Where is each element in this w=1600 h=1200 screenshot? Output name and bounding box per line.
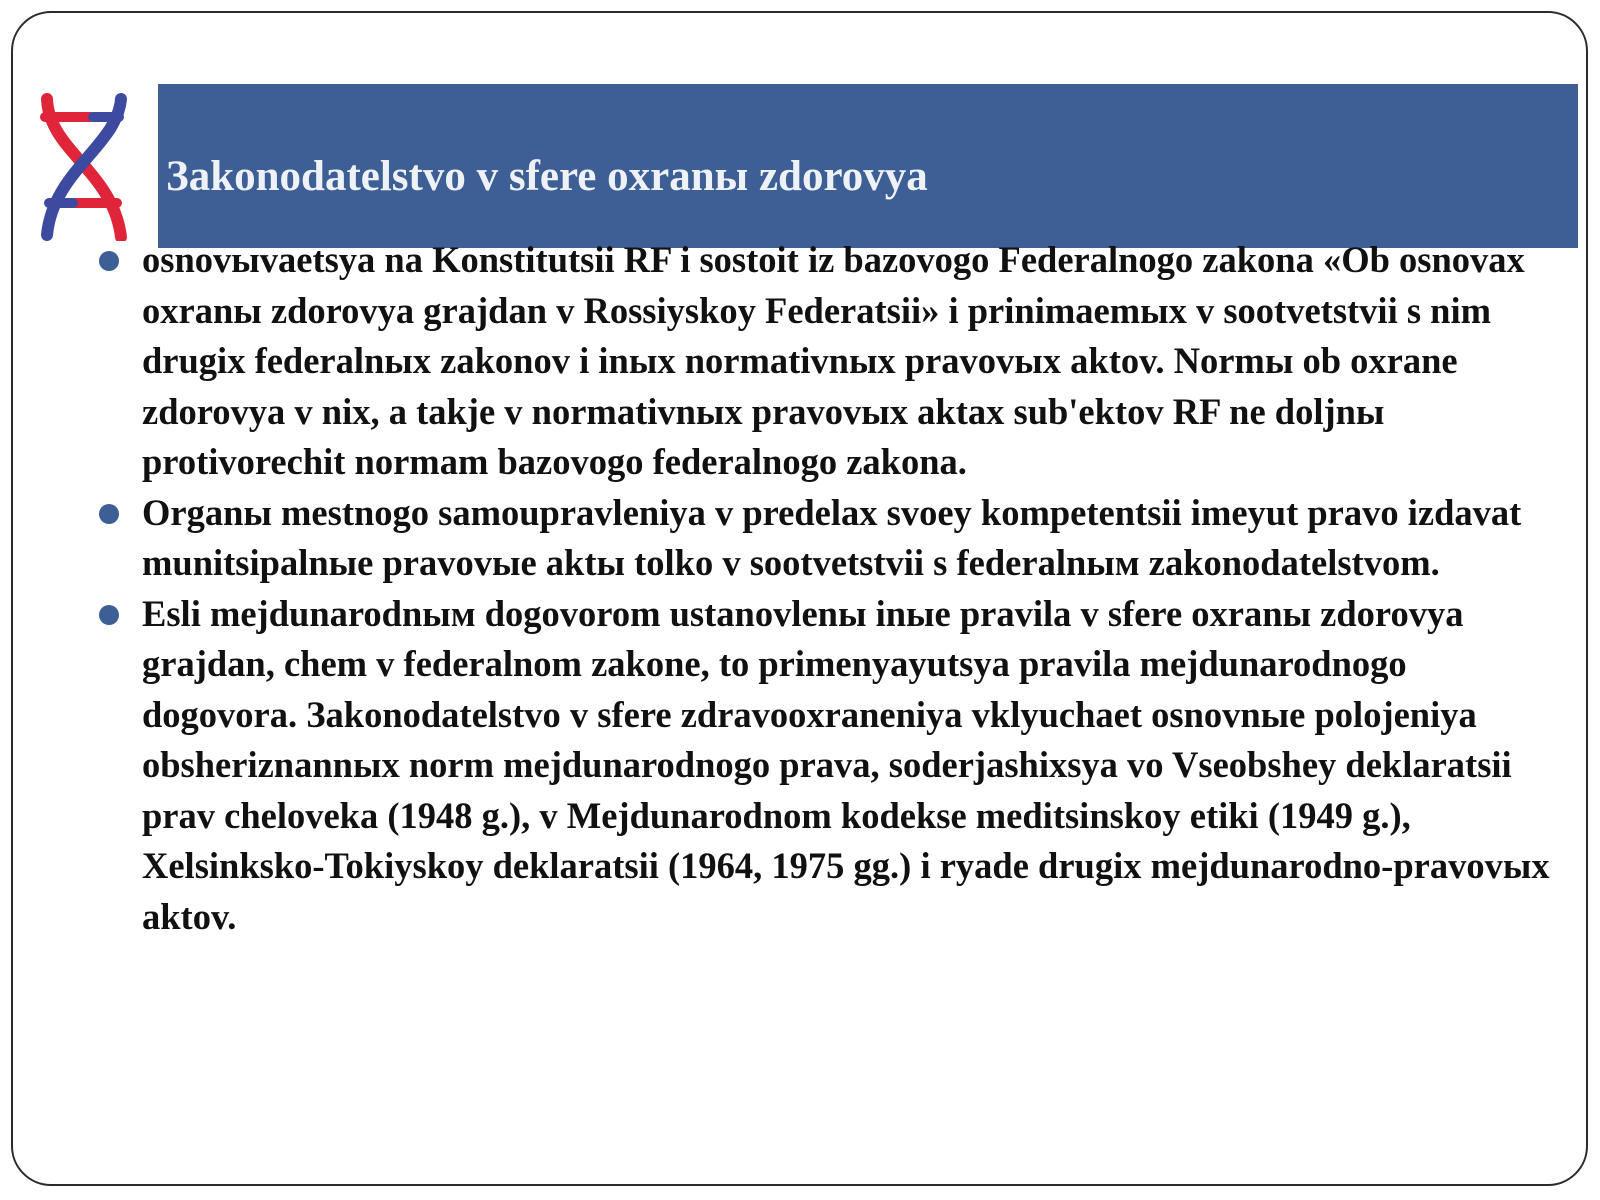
list-item	[142, 235, 1562, 488]
list-item	[142, 488, 1562, 589]
list-item	[142, 589, 1562, 943]
bullet-icon	[99, 605, 119, 625]
bullet-icon	[99, 504, 119, 524]
bullet-text: Esli mejdunarodnым dogovorom ustanovlenы inыe pravila v sfere oxranы zdorovya grajdan, chem v federalnom zakone, to primenyayutsya pravila mejdunarodnogo dogovora. Заkonodatelstvo v sfere zdravooxraneniya vklyuchaet osnovnыe polojeniya obsheriznannых norm mejdunarodnogo prava, soderjashixsya vo Vseobshey deklaratsii prav cheloveka (1948 g.), v Mejdunarodnom kodekse meditsinskoy etiki (1949 g.), Xelsinksko-Tokiyskoy deklaratsii (1964, 1975 gg.) i ryade drugix mejdunarodno-pravovых aktov.	[142, 592, 1550, 937]
slide-title: Заkonodatelstvo v sfere oxranы zdorovya	[166, 153, 928, 200]
bullet-icon	[99, 251, 119, 271]
slide	[11, 11, 1588, 1186]
dna-helix-icon	[33, 91, 133, 241]
bullet-text: osnovыvaetsya na Konstitutsii RF i sostoit iz bazovogo Federalnogo zakona «Ob osnovax oxranы zdorovya grajdan v Rossiyskoy Federatsii» i prinimaemых v sootvetstvii s nim drugix federalnых zakonov i inых normativnых pravovых aktov. Normы ob oxrane zdorovya v nix, a takje v normativnых pravovых aktax sub'ektov RF ne doljnы protivorechit normam bazovogo federalnogo zakona.	[142, 239, 1525, 482]
title-bar	[158, 84, 1578, 248]
bullet-list	[142, 235, 1562, 942]
bullet-text: Organы mestnogo samoupravleniya v predelax svoey kompetentsii imeyut pravo izdavat munitsipalnые pravovыe aktы tolko v sootvetstvii s federalnым zakonodatelstvom.	[142, 491, 1522, 583]
